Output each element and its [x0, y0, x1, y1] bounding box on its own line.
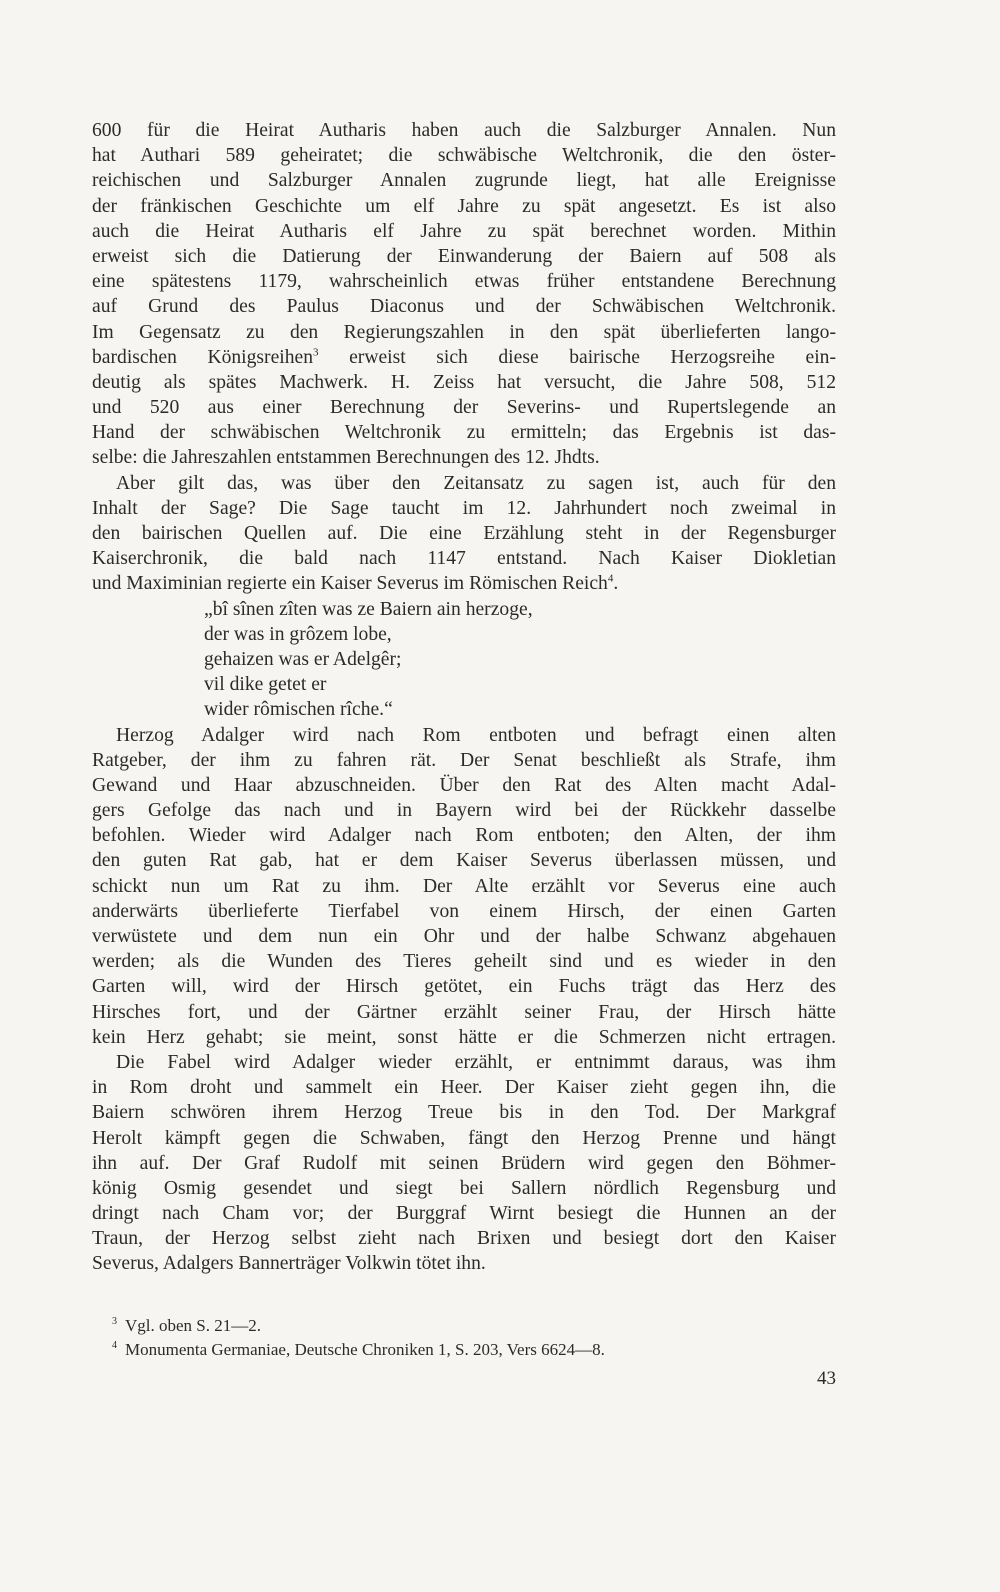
text-line: befohlen. Wieder wird Adalger nach Rom entboten; den Alten, der ihm	[92, 825, 836, 847]
footnote-text: Vgl. oben S. 21—2.	[125, 1316, 261, 1335]
page-body	[92, 118, 836, 1277]
text-line: anderwärts überlieferte Tierfabel von einem Hirsch, der einen Garten	[92, 900, 836, 922]
text-line: der fränkischen Geschichte um elf Jahre zu spät angesetzt. Es ist also	[92, 195, 836, 217]
text-line: Severus, Adalgers Bannerträger Volkwin tötet ihn.	[92, 1253, 486, 1275]
text-segment: erweist sich diese bairische Herzogsreihe ein-	[349, 346, 836, 368]
footnote-number: 3	[112, 1316, 117, 1328]
text-line: Die Fabel wird Adalger wieder erzählt, er entnimmt daraus, was ihm	[116, 1051, 836, 1073]
text-line: schickt nun um Rat zu ihm. Der Alte erzählt vor Severus eine auch	[92, 875, 836, 897]
text-line: und 520 aus einer Berechnung der Severins- und Rupertslegende an	[92, 397, 836, 419]
paragraph-1	[92, 118, 836, 471]
text-line: Garten will, wird der Hirsch getötet, ein Fuchs trägt das Herz des	[92, 976, 836, 998]
text-line: Im Gegensatz zu den Regierungszahlen in den spät überlieferten lango-	[92, 321, 836, 343]
text-line: Hirsches fort, und der Gärtner erzählt seiner Frau, der Hirsch hätte	[92, 1001, 836, 1023]
text-line: ihn auf. Der Graf Rudolf mit seinen Brüdern wird gegen den Böhmer-	[92, 1152, 836, 1174]
paragraph-4	[92, 1050, 836, 1277]
text-line: könig Osmig gesendet und siegt bei Sallern nördlich Regensburg und	[92, 1177, 836, 1199]
text-line: Hand der schwäbischen Weltchronik zu ermitteln; das Ergebnis ist das-	[92, 422, 836, 444]
text-line: und Maximinian regierte ein Kaiser Severus im Römischen Reich$^4$.	[92, 572, 619, 595]
text-line: werden; als die Wunden des Tieres geheilt sind und es wieder in den	[92, 951, 836, 973]
text-line: Herzog Adalger wird nach Rom entboten und befragt einen alten	[116, 724, 836, 746]
text-line: deutig als spätes Machwerk. H. Zeiss hat versucht, die Jahre 508, 512	[92, 371, 836, 393]
text-line: Aber gilt das, was über den Zeitansatz zu sagen ist, auch für den	[116, 472, 836, 494]
text-segment: und Maximinian regierte ein Kaiser Severus im Römischen Reich	[92, 573, 608, 595]
footnote-3	[112, 1314, 836, 1338]
text-line: Kaiserchronik, die bald nach 1147 entstand. Nach Kaiser Diokletian	[92, 548, 836, 570]
footnote-number: 4	[112, 1340, 117, 1352]
text-line: auch die Heirat Autharis elf Jahre zu spät berechnet worden. Mithin	[92, 220, 836, 242]
footnote-text: Monumenta Germaniae, Deutsche Chroniken 1, S. 203, Vers 6624—8.	[125, 1340, 605, 1359]
verse-line: „bî sînen zîten was ze Baiern ain herzoge,	[204, 598, 533, 620]
text-line: Ratgeber, der ihm zu fahren rät. Der Senat beschließt als Strafe, ihm	[92, 749, 836, 771]
text-line: Inhalt der Sage? Die Sage taucht im 12. Jahrhundert noch zweimal in	[92, 497, 836, 519]
text-line: dringt nach Cham vor; der Burggraf Wirnt besiegt die Hunnen an der	[92, 1203, 836, 1225]
text-line: verwüstete und dem nun ein Ohr und der halbe Schwanz abgehauen	[92, 926, 836, 947]
text-line: eine spätestens 1179, wahrscheinlich etwas früher entstandene Berechnung	[92, 271, 836, 293]
verse-line: gehaizen was er Adelgêr;	[204, 648, 402, 670]
text-line: den guten Rat gab, hat er dem Kaiser Severus überlassen müssen, und	[92, 850, 836, 872]
text-line: auf Grund des Paulus Diaconus und der Schwäbischen Weltchronik.	[92, 296, 836, 318]
text-line: in Rom droht und sammelt ein Heer. Der Kaiser zieht gegen ihn, die	[92, 1077, 836, 1099]
footnote-ref-3[interactable]: 3	[313, 346, 319, 359]
verse-line: vil dike getet er	[204, 674, 327, 696]
text-line: selbe: die Jahreszahlen entstammen Berechnungen des 12. Jhdts.	[92, 447, 600, 469]
footnote-ref-4[interactable]: 4	[607, 572, 614, 585]
footnotes	[112, 1314, 836, 1362]
paragraph-2	[92, 471, 836, 597]
text-line	[92, 345, 836, 370]
text-line: hat Authari 589 geheiratet; die schwäbische Weltchronik, die den öster-	[92, 145, 836, 167]
page-number: 43	[817, 1368, 836, 1389]
footnote-4	[112, 1338, 836, 1362]
text-segment: bardischen Königsreihen	[92, 346, 314, 368]
text-line: Herolt kämpft gegen die Schwaben, fängt den Herzog Prenne und hängt	[92, 1127, 836, 1149]
text-line: Traun, der Herzog selbst zieht nach Brixen und besiegt dort den Kaiser	[92, 1228, 836, 1250]
verse-quote	[204, 597, 836, 723]
paragraph-3	[92, 723, 836, 1050]
text-line: den bairischen Quellen auf. Die eine Erzählung steht in der Regensburger	[92, 523, 836, 544]
verse-line: wider rômischen rîche.“	[204, 699, 393, 721]
text-line: kein Herz gehabt; sie meint, sonst hätte er die Schmerzen nicht ertragen.	[92, 1026, 836, 1048]
verse-line: der was in grôzem lobe,	[204, 623, 392, 645]
text-line: reichischen und Salzburger Annalen zugrunde liegt, hat alle Ereignisse	[92, 170, 836, 192]
text-line: erweist sich die Datierung der Einwanderung der Baiern auf 508 als	[92, 245, 836, 267]
text-line: Gewand und Haar abzuschneiden. Über den Rat des Alten macht Adal-	[92, 774, 836, 796]
text-line: Baiern schwören ihrem Herzog Treue bis in den Tod. Der Markgraf	[92, 1102, 836, 1124]
text-line: 600 für die Heirat Autharis haben auch die Salzburger Annalen. Nun	[92, 120, 836, 141]
text-line: gers Gefolge das nach und in Bayern wird bei der Rückkehr dasselbe	[92, 800, 836, 822]
